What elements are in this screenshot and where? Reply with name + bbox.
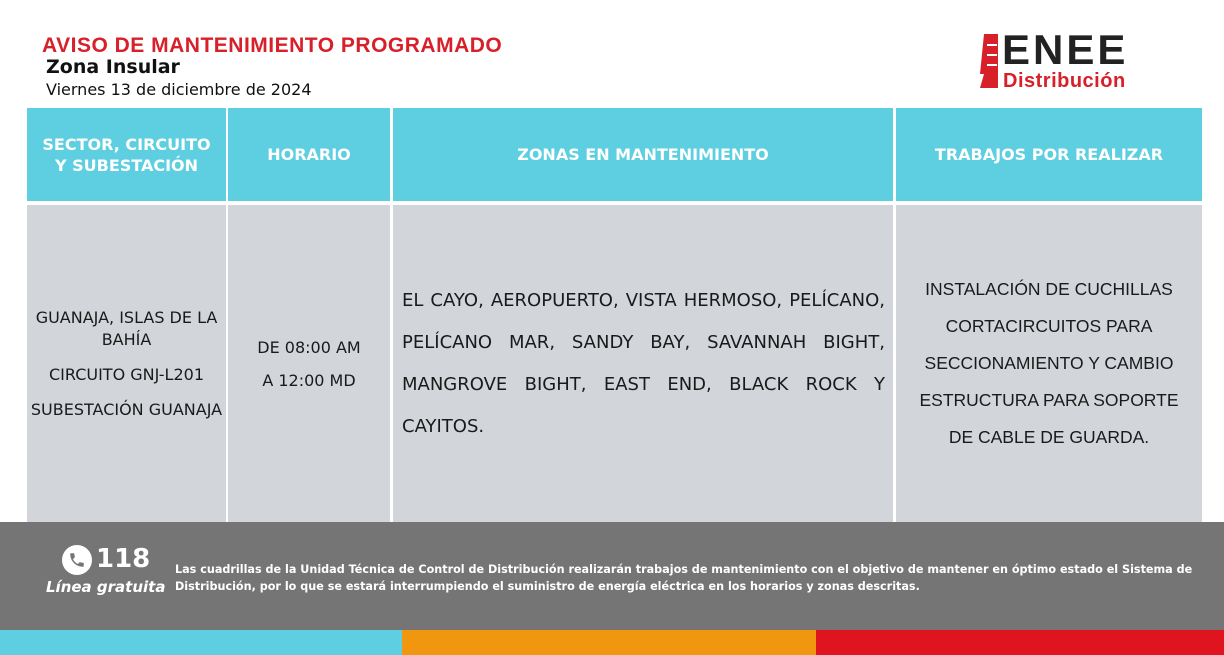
header-trabajos: TRABAJOS POR REALIZAR (896, 108, 1202, 201)
stripe-cyan (0, 630, 402, 655)
header-horario: HORARIO (228, 108, 390, 201)
notice-date: Viernes 13 de diciembre de 2024 (46, 80, 312, 99)
header-zonas: ZONAS EN MANTENIMIENTO (393, 108, 893, 201)
zone-name: Zona Insular (46, 56, 180, 78)
horario-end: A 12:00 MD (262, 370, 356, 390)
cell-trabajos (896, 205, 1202, 522)
sector-substation: SUBESTACIÓN GUANAJA (30, 399, 223, 419)
phone-icon (62, 545, 92, 575)
logo-subtitle: Distribución (1003, 70, 1126, 92)
phone-label: Línea gratuita (46, 578, 166, 596)
logo-mark-icon (978, 34, 1000, 88)
footer-bar (0, 522, 1224, 630)
color-stripes (0, 630, 1224, 655)
logo-wordmark: ENEE (1002, 26, 1129, 73)
cell-sector (27, 205, 226, 522)
header-sector: SECTOR, CIRCUITO Y SUBESTACIÓN (27, 108, 226, 201)
notice-title: AVISO DE MANTENIMIENTO PROGRAMADO (42, 34, 503, 57)
sector-location: GUANAJA, ISLAS DE LA BAHÍA (35, 307, 218, 349)
stripe-red (816, 630, 1224, 655)
phone-number: 118 (96, 544, 151, 574)
zonas-text: EL CAYO, AEROPUERTO, VISTA HERMOSO, PELÍCANO, PELÍCANO MAR, SANDY BAY, SAVANNAH BIGHT, MANGROVE BIGHT, EAST END, BLACK ROCK Y CAYITOS. (402, 289, 885, 437)
trabajos-text: INSTALACIÓN DE CUCHILLAS CORTACIRCUITOS PARA SECCIONAMIENTO Y CAMBIO ESTRUCTURA PARA SOPORTE DE CABLE DE GUARDA. (919, 279, 1179, 447)
footer-disclaimer: Las cuadrillas de la Unidad Técnica de Control de Distribución realizarán trabajos de mantenimiento con el objetivo de mantener en óptimo estado el Sistema de Distribución, por lo que se estará interrumpiendo el suministro de energía eléctrica en los horarios y zonas descritas. (175, 563, 1193, 593)
cell-zonas (393, 205, 893, 522)
cell-horario (228, 205, 390, 522)
sector-circuit: CIRCUITO GNJ-L201 (48, 364, 204, 384)
horario-start: DE 08:00 AM (257, 337, 361, 357)
enee-logo (978, 26, 1178, 94)
maintenance-table (27, 108, 1202, 522)
stripe-orange (402, 630, 816, 655)
